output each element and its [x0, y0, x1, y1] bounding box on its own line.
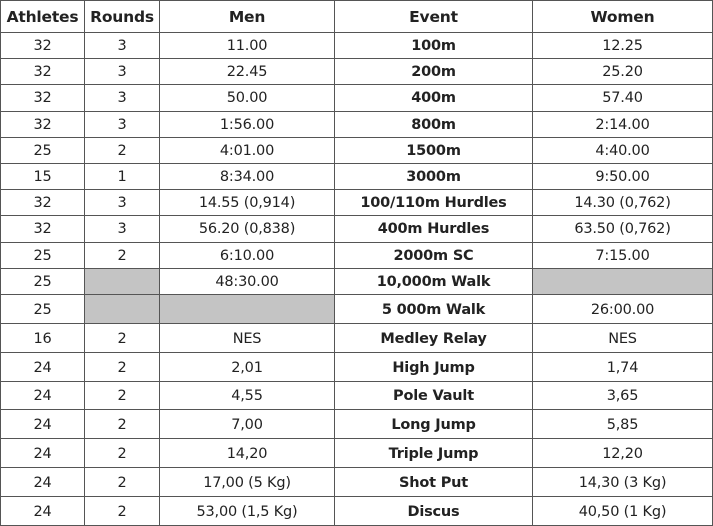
cell-athletes: 32: [1, 216, 85, 242]
table-row: [1, 323, 713, 352]
cell-rounds: 3: [85, 216, 160, 242]
cell-men: 4:01.00: [160, 137, 335, 163]
cell-women: [533, 268, 713, 294]
cell-women: 25.20: [533, 59, 713, 85]
cell-rounds: 2: [85, 323, 160, 352]
header-row: [1, 1, 713, 33]
cell-rounds: 1: [85, 163, 160, 189]
header-event: Event: [335, 1, 533, 33]
cell-athletes: 32: [1, 190, 85, 216]
cell-women: 2:14.00: [533, 111, 713, 137]
table-row: [1, 352, 713, 381]
header-women: Women: [533, 1, 713, 33]
cell-athletes: 15: [1, 163, 85, 189]
cell-athletes: 32: [1, 33, 85, 59]
cell-athletes: 32: [1, 59, 85, 85]
cell-athletes: 32: [1, 111, 85, 137]
cell-event: Medley Relay: [335, 323, 533, 352]
table-row: [1, 111, 713, 137]
cell-men: NES: [160, 323, 335, 352]
cell-rounds: 3: [85, 33, 160, 59]
cell-men: 8:34.00: [160, 163, 335, 189]
cell-event: Shot Put: [335, 468, 533, 497]
cell-men: 1:56.00: [160, 111, 335, 137]
cell-rounds: 2: [85, 242, 160, 268]
cell-rounds: 2: [85, 137, 160, 163]
cell-athletes: 25: [1, 294, 85, 323]
table-row: [1, 268, 713, 294]
cell-women: 3,65: [533, 381, 713, 410]
table-row: [1, 381, 713, 410]
cell-men: 14.55 (0,914): [160, 190, 335, 216]
cell-men: 22.45: [160, 59, 335, 85]
cell-men: 56.20 (0,838): [160, 216, 335, 242]
cell-men: 7,00: [160, 410, 335, 439]
cell-women: 7:15.00: [533, 242, 713, 268]
cell-athletes: 24: [1, 468, 85, 497]
cell-women: 40,50 (1 Kg): [533, 497, 713, 526]
cell-women: 4:40.00: [533, 137, 713, 163]
cell-men: 53,00 (1,5 Kg): [160, 497, 335, 526]
cell-women: 14,30 (3 Kg): [533, 468, 713, 497]
cell-event: Long Jump: [335, 410, 533, 439]
cell-athletes: 24: [1, 352, 85, 381]
cell-rounds: [85, 294, 160, 323]
cell-athletes: 24: [1, 497, 85, 526]
cell-men: 50.00: [160, 85, 335, 111]
cell-event: 3000m: [335, 163, 533, 189]
table-row: [1, 33, 713, 59]
table-row: [1, 468, 713, 497]
cell-women: NES: [533, 323, 713, 352]
cell-event: Triple Jump: [335, 439, 533, 468]
cell-athletes: 24: [1, 439, 85, 468]
cell-rounds: 2: [85, 381, 160, 410]
cell-athletes: 24: [1, 381, 85, 410]
cell-rounds: 3: [85, 59, 160, 85]
cell-athletes: 24: [1, 410, 85, 439]
cell-men: 4,55: [160, 381, 335, 410]
cell-rounds: 2: [85, 468, 160, 497]
cell-women: 1,74: [533, 352, 713, 381]
table-row: [1, 439, 713, 468]
cell-rounds: 3: [85, 190, 160, 216]
cell-rounds: [85, 268, 160, 294]
table-row: [1, 497, 713, 526]
cell-event: 10,000m Walk: [335, 268, 533, 294]
cell-athletes: 25: [1, 242, 85, 268]
cell-rounds: 2: [85, 410, 160, 439]
cell-men: 48:30.00: [160, 268, 335, 294]
cell-event: Discus: [335, 497, 533, 526]
table-row: [1, 410, 713, 439]
cell-men: 11.00: [160, 33, 335, 59]
cell-rounds: 3: [85, 111, 160, 137]
cell-women: 26:00.00: [533, 294, 713, 323]
cell-women: 12,20: [533, 439, 713, 468]
cell-event: 1500m: [335, 137, 533, 163]
cell-athletes: 32: [1, 85, 85, 111]
cell-athletes: 25: [1, 268, 85, 294]
cell-event: 100/110m Hurdles: [335, 190, 533, 216]
cell-event: Pole Vault: [335, 381, 533, 410]
table-row: [1, 242, 713, 268]
cell-event: 200m: [335, 59, 533, 85]
cell-event: 400m: [335, 85, 533, 111]
cell-event: 800m: [335, 111, 533, 137]
cell-rounds: 3: [85, 85, 160, 111]
header-rounds: Rounds: [85, 1, 160, 33]
table-body: [1, 33, 713, 526]
table-row: [1, 190, 713, 216]
table-row: [1, 59, 713, 85]
cell-event: 400m Hurdles: [335, 216, 533, 242]
table-row: [1, 85, 713, 111]
header-men: Men: [160, 1, 335, 33]
header-athletes: Athletes: [1, 1, 85, 33]
cell-event: 2000m SC: [335, 242, 533, 268]
cell-event: 5 000m Walk: [335, 294, 533, 323]
cell-men: 2,01: [160, 352, 335, 381]
cell-athletes: 25: [1, 137, 85, 163]
table-row: [1, 137, 713, 163]
table-row: [1, 163, 713, 189]
cell-women: 5,85: [533, 410, 713, 439]
cell-women: 9:50.00: [533, 163, 713, 189]
cell-men: 6:10.00: [160, 242, 335, 268]
cell-rounds: 2: [85, 352, 160, 381]
cell-rounds: 2: [85, 439, 160, 468]
cell-women: 57.40: [533, 85, 713, 111]
cell-women: 12.25: [533, 33, 713, 59]
cell-athletes: 16: [1, 323, 85, 352]
cell-event: High Jump: [335, 352, 533, 381]
cell-men: 17,00 (5 Kg): [160, 468, 335, 497]
cell-men: [160, 294, 335, 323]
cell-event: 100m: [335, 33, 533, 59]
table-row: [1, 216, 713, 242]
cell-men: 14,20: [160, 439, 335, 468]
cell-rounds: 2: [85, 497, 160, 526]
cell-women: 14.30 (0,762): [533, 190, 713, 216]
table-row: [1, 294, 713, 323]
cell-women: 63.50 (0,762): [533, 216, 713, 242]
